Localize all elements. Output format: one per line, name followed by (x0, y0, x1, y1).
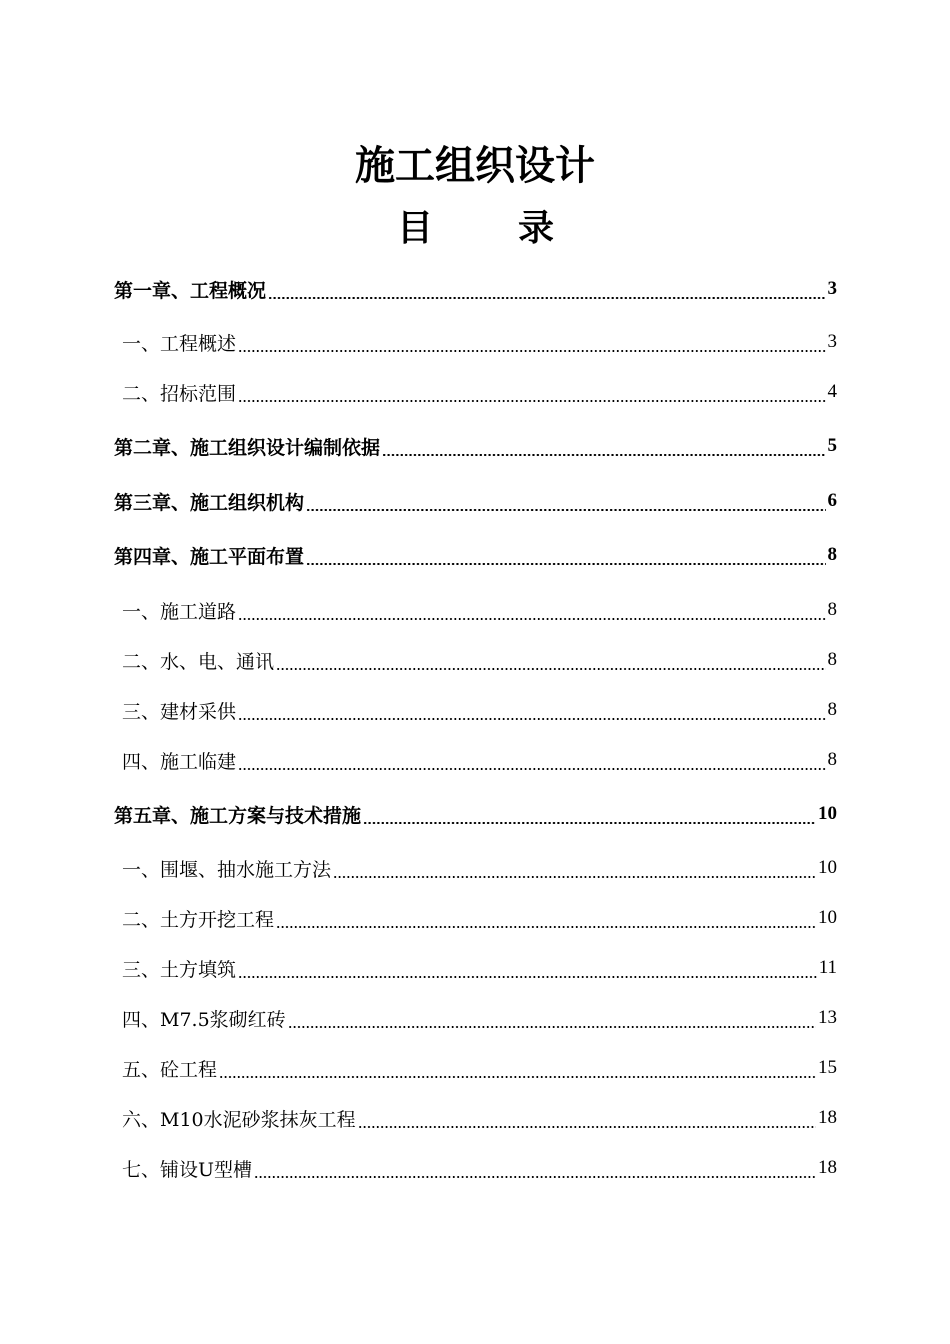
toc-entry-label: 第一章、工程概况 (114, 279, 267, 302)
toc-entry-label: 第三章、施工组织机构 (114, 491, 305, 514)
toc-entry-label: 第五章、施工方案与技术措施 (114, 804, 362, 827)
toc-entry-section[interactable] (122, 690, 837, 730)
toc-entry-page: 8 (827, 749, 837, 770)
toc-entry-page: 8 (827, 544, 837, 565)
toc-entry-label: 三、土方填筑 (122, 958, 237, 981)
toc-entry-section[interactable] (122, 740, 837, 780)
toc-entry-chapter[interactable] (114, 481, 837, 521)
dot-leader (238, 400, 825, 402)
toc-entry-label: 第四章、施工平面布置 (114, 545, 305, 568)
toc-entry-chapter[interactable] (114, 794, 837, 834)
dot-leader (306, 509, 825, 511)
toc-entry-section[interactable] (122, 1148, 837, 1188)
toc-entry-label: 七、铺设U型槽 (122, 1158, 253, 1181)
dot-leader (238, 350, 825, 352)
dot-leader (238, 768, 825, 770)
toc-entry-section[interactable] (122, 998, 837, 1038)
toc-entry-section[interactable] (122, 590, 837, 630)
toc-entry-section[interactable] (122, 372, 837, 412)
dot-leader (288, 1026, 816, 1028)
toc-entry-section[interactable] (122, 898, 837, 938)
dot-leader (276, 926, 816, 928)
page-title: 施工组织设计 (355, 142, 595, 189)
toc-entry-page: 8 (827, 649, 837, 670)
toc-entry-page: 6 (827, 490, 837, 511)
dot-leader (238, 976, 817, 978)
toc-entry-section[interactable] (122, 640, 837, 680)
toc-entry-label: 一、围堰、抽水施工方法 (122, 858, 332, 881)
toc-entry-page: 10 (818, 857, 837, 878)
toc-entry-label: 二、土方开挖工程 (122, 908, 275, 931)
toc-entry-section[interactable] (122, 1098, 837, 1138)
dot-leader (382, 454, 825, 456)
toc-entry-page: 10 (818, 907, 837, 928)
toc-entry-page: 13 (818, 1007, 837, 1028)
toc-entry-page: 3 (827, 278, 837, 299)
toc-entry-chapter[interactable] (114, 269, 837, 309)
dot-leader (333, 876, 816, 878)
toc-entry-label: 六、M10水泥砂浆抹灰工程 (122, 1108, 356, 1131)
toc-entry-page: 8 (827, 699, 837, 720)
toc-entry-label: 三、建材采供 (122, 700, 237, 723)
dot-leader (219, 1076, 816, 1078)
toc-entry-section[interactable] (122, 848, 837, 888)
dot-leader (276, 668, 825, 670)
toc-entry-section[interactable] (122, 948, 837, 988)
dot-leader (254, 1176, 816, 1178)
dot-leader (238, 618, 825, 620)
toc-entry-page: 18 (818, 1107, 837, 1128)
toc-entry-label: 一、施工道路 (122, 600, 237, 623)
toc-entry-label: 第二章、施工组织设计编制依据 (114, 436, 381, 459)
dot-leader (268, 297, 825, 299)
toc-entry-page: 8 (827, 599, 837, 620)
toc-entry-label: 一、工程概述 (122, 332, 237, 355)
toc-entry-label: 二、水、电、通讯 (122, 650, 275, 673)
toc-heading (0, 200, 950, 256)
toc-entry-page: 3 (827, 331, 837, 352)
toc-entry-page: 11 (818, 957, 837, 978)
toc-entry-label: 四、施工临建 (122, 750, 237, 773)
dot-leader (306, 563, 825, 565)
toc-entry-page: 4 (827, 381, 837, 402)
toc-entry-chapter[interactable] (114, 426, 837, 466)
toc-entry-page: 15 (818, 1057, 837, 1078)
toc-entry-label: 四、M7.5浆砌红砖 (122, 1008, 286, 1031)
toc-entry-label: 二、招标范围 (122, 382, 237, 405)
toc-entry-page: 18 (818, 1157, 837, 1178)
dot-leader (363, 822, 816, 824)
toc-heading-char-2: 录 (518, 207, 555, 249)
toc-entry-page: 10 (818, 803, 837, 824)
dot-leader (238, 718, 825, 720)
toc-entry-page: 5 (827, 435, 837, 456)
toc-entry-section[interactable] (122, 1048, 837, 1088)
dot-leader (358, 1126, 816, 1128)
toc-entry-label: 五、砼工程 (122, 1058, 218, 1081)
table-of-contents (0, 264, 950, 1224)
toc-entry-chapter[interactable] (114, 535, 837, 575)
toc-heading-char-1: 目 (397, 207, 434, 249)
toc-entry-section[interactable] (122, 322, 837, 362)
